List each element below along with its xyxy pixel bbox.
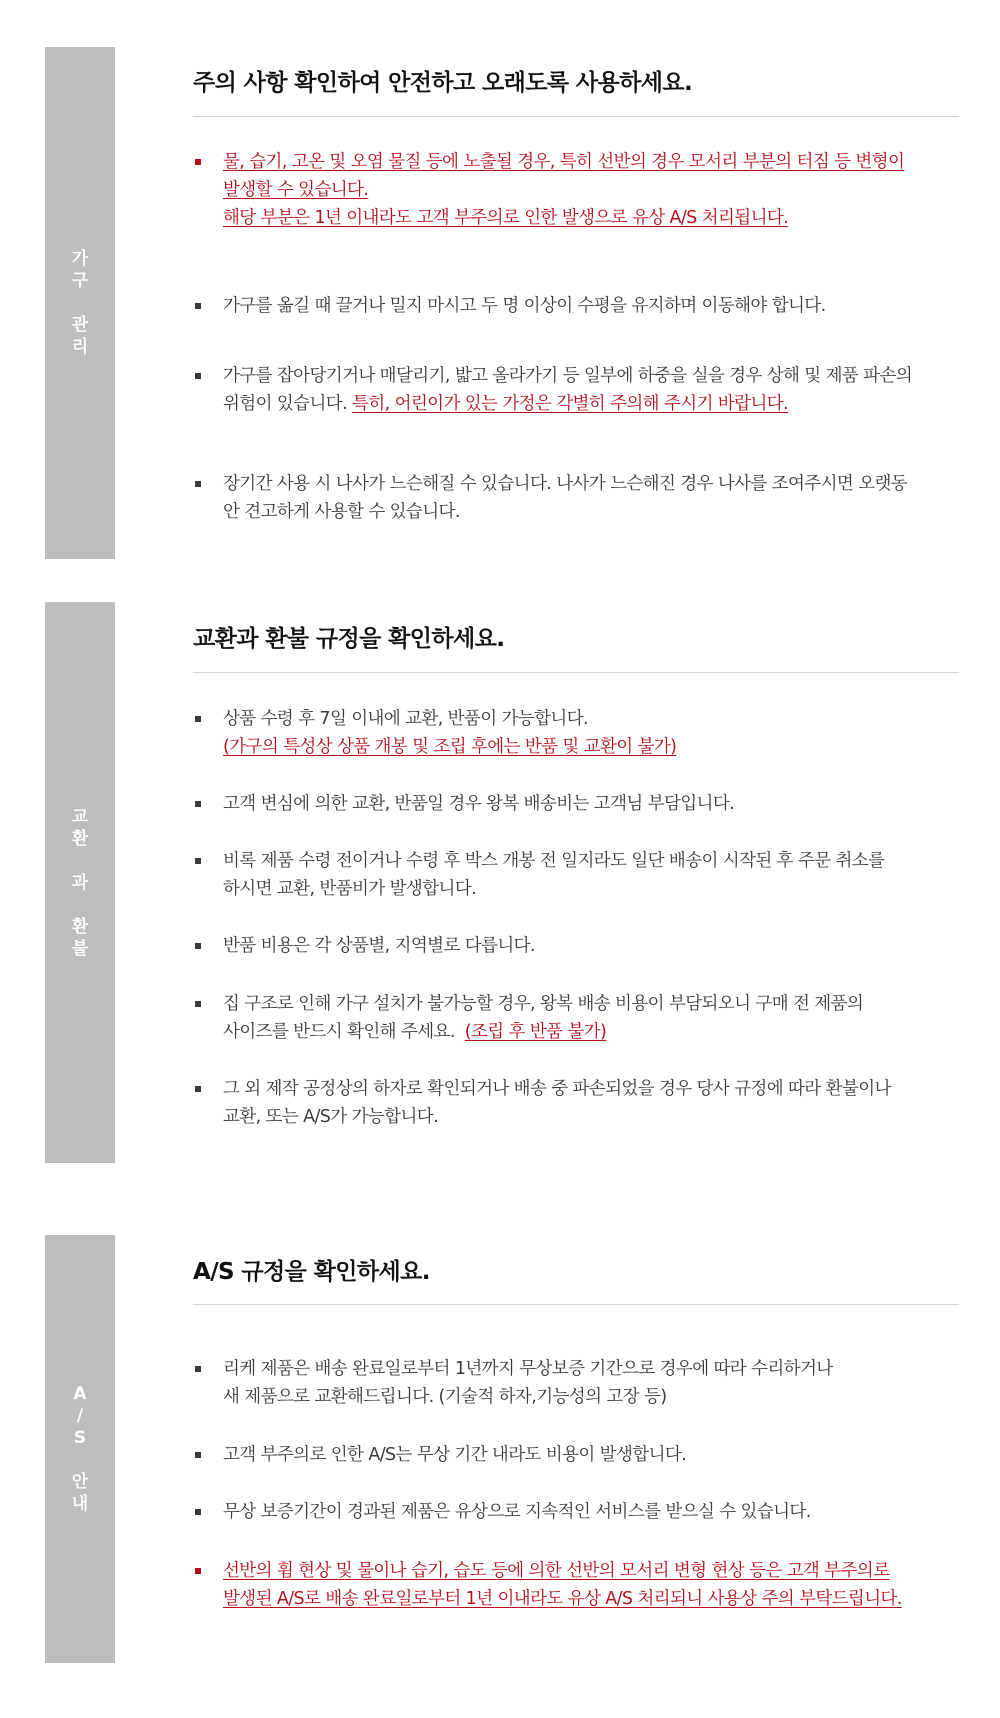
tab-char: 가 — [71, 249, 89, 269]
item-line: 발생된 A/S로 배송 완료일로부터 1년 이내라도 유상 A/S 처리되니 사용상 주의 부탁드립니다. — [223, 1589, 902, 1609]
item-line: 선반의 휨 현상 및 물이나 습기, 습도 등에 의한 선반의 모서리 변형 현상 등은 고객 부주의로 — [223, 1561, 890, 1581]
section-title: 주의 사항 확인하여 안전하고 오래도록 사용하세요. — [193, 70, 693, 96]
bullet-icon — [195, 481, 201, 487]
section-divider — [193, 116, 959, 117]
tab-char: 과 — [71, 872, 89, 893]
tab-char: 환 — [71, 916, 89, 937]
tab-char: 안 — [71, 1472, 89, 1492]
item-highlight: (조립 후 반품 불가) — [464, 1022, 607, 1042]
bullet-icon — [195, 1001, 201, 1007]
bullet-icon — [195, 1452, 201, 1458]
tab-char: 구 — [71, 271, 89, 291]
side-tab-as-guide — [45, 1235, 115, 1663]
item-line: 고객 변심에 의한 교환, 반품일 경우 왕복 배송비는 고객님 부담입니다. — [223, 794, 735, 814]
bullet-icon — [195, 1568, 201, 1574]
tab-char: / — [76, 1406, 84, 1426]
tab-char: 환 — [71, 828, 89, 849]
bullet-icon — [195, 801, 201, 807]
item-line: 집 구조로 인해 가구 설치가 불가능할 경우, 왕복 배송 비용이 부담되오니 구매 전 제품의 — [223, 994, 864, 1014]
item-line: 리케 제품은 배송 완료일로부터 1년까지 무상보증 기간으로 경우에 따라 수리하거나 — [223, 1359, 833, 1379]
item-line: 가구를 잡아당기거나 매달리기, 밟고 올라가기 등 일부에 하중을 실을 경우 상해 및 제품 파손의 — [223, 366, 913, 386]
item-line: 사이즈를 반드시 확인해 주세요. — [223, 1022, 455, 1042]
tab-char: S — [73, 1428, 87, 1448]
item-highlight: (가구의 특성상 상품 개봉 및 조립 후에는 반품 및 교환이 불가) — [223, 737, 677, 757]
bullet-icon — [195, 1086, 201, 1092]
section-title: A/S 규정을 확인하세요. — [193, 1259, 430, 1285]
tab-char: A — [73, 1384, 87, 1404]
item-line: 물, 습기, 고온 및 오염 물질 등에 노출될 경우, 특히 선반의 경우 모서리 부분의 터짐 등 변형이 — [223, 152, 905, 172]
bullet-icon — [195, 373, 201, 379]
item-line: 교환, 또는 A/S가 가능합니다. — [223, 1107, 439, 1127]
tab-char: 교 — [71, 806, 89, 827]
item-line: 상품 수령 후 7일 이내에 교환, 반품이 가능합니다. — [223, 709, 588, 729]
bullet-icon — [195, 1366, 201, 1372]
item-line: 발생할 수 있습니다. — [223, 180, 369, 200]
side-tab-furniture-care — [45, 47, 115, 559]
tab-char: 불 — [71, 938, 89, 959]
section-title: 교환과 환불 규정을 확인하세요. — [193, 626, 505, 652]
bullet-icon — [195, 303, 201, 309]
item-line: 해당 부분은 1년 이내라도 고객 부주의로 인한 발생으로 유상 A/S 처리됩니다. — [223, 208, 789, 228]
item-line: 비록 제품 수령 전이거나 수령 후 박스 개봉 전 일지라도 일단 배송이 시작된 후 주문 취소를 — [223, 851, 885, 871]
item-line: 새 제품으로 교환해드립니다. (기술적 하자,기능성의 고장 등) — [223, 1387, 667, 1407]
bullet-icon — [195, 858, 201, 864]
item-line: 하시면 교환, 반품비가 발생합니다. — [223, 879, 477, 899]
item-line: 안 견고하게 사용할 수 있습니다. — [223, 502, 460, 522]
section-divider — [193, 1304, 959, 1305]
item-line: 고객 부주의로 인한 A/S는 무상 기간 내라도 비용이 발생합니다. — [223, 1445, 687, 1465]
tab-char: 리 — [71, 337, 89, 357]
item-highlight: 특히, 어린이가 있는 가정은 각별히 주의해 주시기 바랍니다. — [352, 394, 789, 414]
bullet-icon — [195, 716, 201, 722]
item-line: 위험이 있습니다. — [223, 394, 348, 414]
item-line: 가구를 옮길 때 끌거나 밀지 마시고 두 명 이상이 수평을 유지하며 이동해야 합니다. — [223, 296, 826, 316]
tab-char: 관 — [71, 315, 89, 335]
item-line: 장기간 사용 시 나사가 느슨해질 수 있습니다. 나사가 느슨해진 경우 나사를 조여주시면 오랫동 — [223, 474, 908, 494]
tab-char: 내 — [71, 1494, 89, 1514]
bullet-icon — [195, 159, 201, 165]
section-divider — [193, 672, 959, 673]
side-tab-exchange-refund — [45, 602, 115, 1163]
item-line: 무상 보증기간이 경과된 제품은 유상으로 지속적인 서비스를 받으실 수 있습니다. — [223, 1502, 811, 1522]
item-line: 그 외 제작 공정상의 하자로 확인되거나 배송 중 파손되었을 경우 당사 규정에 따라 환불이나 — [223, 1079, 891, 1099]
item-line: 반품 비용은 각 상품별, 지역별로 다릅니다. — [223, 936, 535, 956]
bullet-icon — [195, 943, 201, 949]
bullet-icon — [195, 1509, 201, 1515]
